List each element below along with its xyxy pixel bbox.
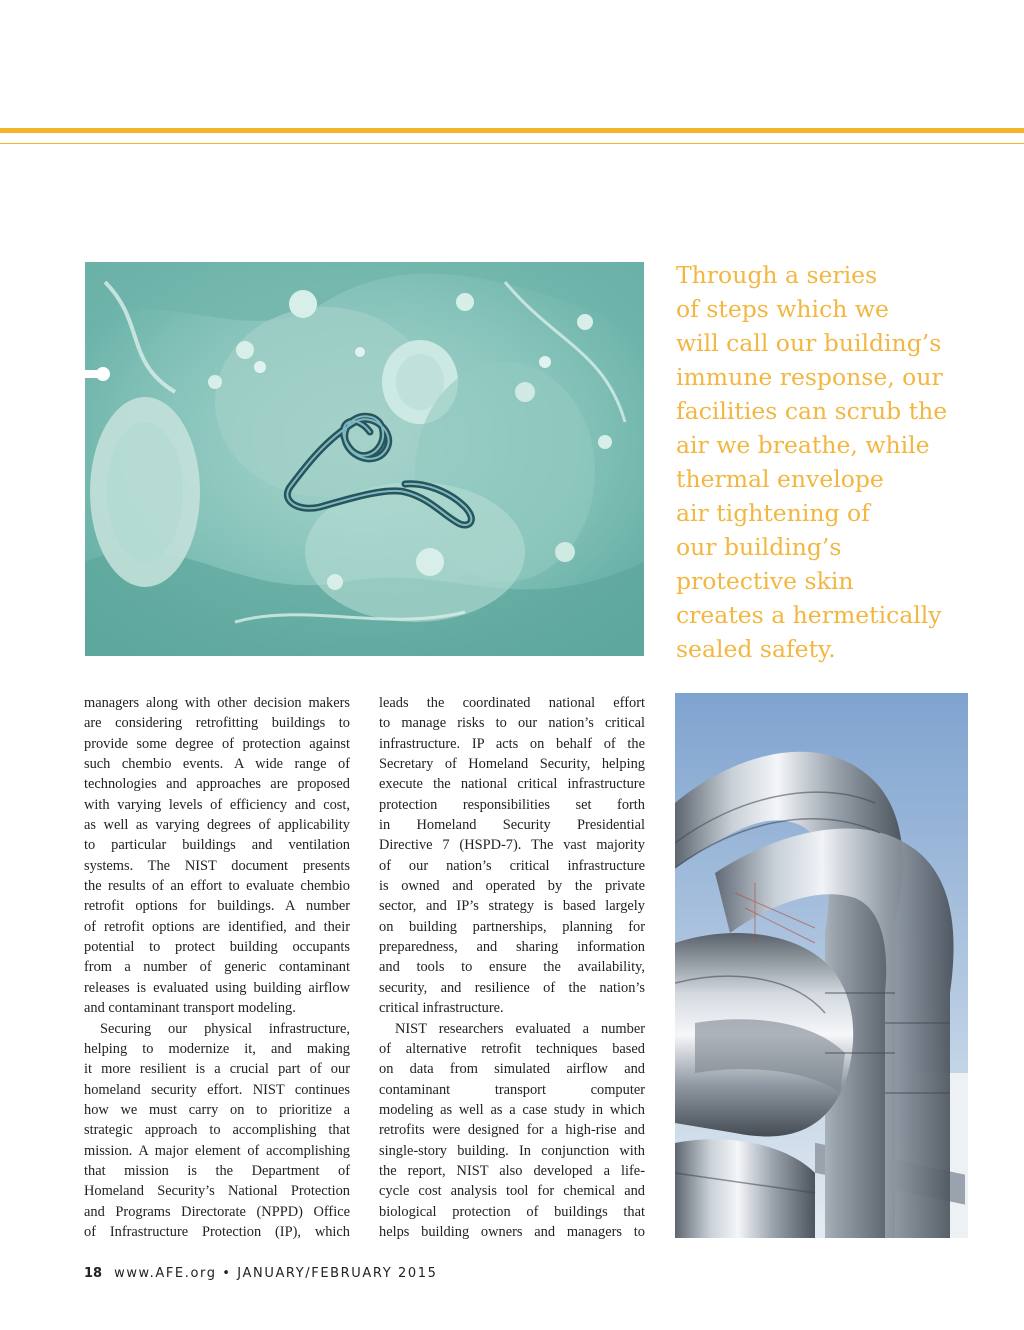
pull-quote-line: facilities can scrub the: [676, 397, 948, 425]
header-rule-thick: [0, 128, 1024, 133]
body-line: security, and resilience of the nation’s: [379, 979, 645, 996]
pull-quote-line: sealed safety.: [676, 635, 836, 663]
body-line: of alternative retrofit techniques based: [379, 1040, 645, 1057]
body-line: to manage risks to our nation’s critical: [379, 715, 645, 732]
body-line: it more resilient is a crucial part of our: [84, 1061, 350, 1078]
page-footer: [84, 1266, 437, 1281]
pull-quote-line: thermal envelope: [676, 465, 884, 493]
body-line: releases is evaluated using building airflow: [84, 979, 350, 996]
pull-quote-line: creates a hermetically: [676, 601, 942, 629]
page-number: 18: [84, 1266, 103, 1281]
body-line: helps building owners and managers to: [379, 1223, 645, 1240]
body-line: are considering retrofitting buildings to: [84, 715, 350, 732]
body-line: the report, NIST also developed a life-: [379, 1162, 645, 1179]
body-line: NIST researchers evaluated a number: [395, 1020, 645, 1037]
body-line: systems. The NIST document presents: [84, 857, 350, 874]
body-line: mission. A major element of accomplishing: [84, 1142, 350, 1159]
pull-quote-line: our building’s: [676, 533, 842, 561]
body-line: biological protection of buildings that: [379, 1203, 645, 1220]
body-line: modeling as well as a case study in which: [379, 1101, 645, 1118]
body-line: to particular buildings and ventilation: [84, 837, 350, 854]
body-line: and tools to ensure the availability,: [379, 959, 645, 976]
body-line: Homeland Security’s National Protection: [84, 1183, 350, 1200]
body-line: helping to modernize it, and making: [84, 1040, 350, 1057]
microscope-photo: [85, 262, 644, 656]
body-line: homeland security effort. NIST continues: [84, 1081, 350, 1098]
body-line: protection responsibilities set forth: [379, 796, 645, 813]
body-line: with varying levels of efficiency and cost,: [84, 796, 350, 813]
body-line: managers along with other decision makers: [84, 695, 350, 711]
body-line: technologies and approaches are proposed: [84, 776, 350, 793]
pull-quote-line: immune response, our: [676, 363, 943, 391]
body-line: is owned and operated by the private: [379, 878, 645, 895]
body-line: such chembio events. A wide range of: [84, 756, 350, 773]
body-line: Secretary of Homeland Security, helping: [379, 756, 645, 773]
body-line: sector, and IP’s strategy is based largely: [379, 898, 645, 915]
body-line: of Infrastructure Protection (IP), which: [84, 1223, 350, 1240]
body-line: the results of an effort to evaluate chembio: [84, 878, 350, 895]
body-line: as well as varying degrees of applicability: [84, 817, 350, 834]
body-line: potential to protect building occupants: [84, 939, 350, 956]
body-line: on data from simulated airflow and: [379, 1061, 645, 1078]
pull-quote-line: will call our building’s: [676, 329, 942, 357]
body-line: execute the national critical infrastructure: [379, 776, 645, 793]
body-column-1: [84, 693, 350, 1242]
body-line: in Homeland Security Presidential: [379, 817, 645, 834]
pull-quote-line: of steps which we: [676, 295, 889, 323]
header-rule-thin: [0, 143, 1024, 144]
body-line: cycle cost analysis tool for chemical and: [379, 1183, 645, 1200]
body-line: that mission is the Department of: [84, 1162, 350, 1179]
body-line: how we must carry on to prioritize a: [84, 1101, 350, 1118]
body-line: retrofit options for buildings. A number: [84, 898, 350, 915]
body-line: critical infrastructure.: [379, 1000, 504, 1017]
body-line: Securing our physical infrastructure,: [100, 1020, 350, 1037]
body-line: preparedness, and sharing information: [379, 939, 645, 956]
pull-quote-line: protective skin: [676, 567, 854, 595]
body-line: Directive 7 (HSPD-7). The vast majority: [379, 837, 645, 854]
body-line: contaminant transport computer: [379, 1081, 645, 1098]
footer-publication-info: www.AFE.org • JANUARY/FEBRUARY 2015: [114, 1266, 438, 1281]
body-line: of our nation’s critical infrastructure: [379, 857, 645, 874]
pull-quote-line: Through a series: [676, 261, 878, 289]
body-line: and Programs Directorate (NPPD) Office: [84, 1203, 350, 1220]
pull-quote: [676, 258, 976, 666]
body-line: from a number of generic contaminant: [84, 959, 350, 976]
body-line: strategic approach to accomplishing that: [84, 1122, 350, 1139]
duct-photo: [675, 693, 968, 1238]
body-line: infrastructure. IP acts on behalf of the: [379, 735, 645, 752]
body-line: leads the coordinated national effort: [379, 695, 645, 711]
body-line: of retrofit options are identified, and their: [84, 918, 350, 935]
body-line: and contaminant transport modeling.: [84, 1000, 296, 1017]
pull-quote-line: air tightening of: [676, 499, 870, 527]
pull-quote-line: air we breathe, while: [676, 431, 930, 459]
body-line: retrofits were designed for a high-rise and: [379, 1122, 645, 1139]
body-line: on building partnerships, planning for: [379, 918, 645, 935]
body-line: provide some degree of protection against: [84, 735, 350, 752]
body-column-2: [379, 693, 645, 1242]
body-line: single-story building. In conjunction with: [379, 1142, 645, 1159]
